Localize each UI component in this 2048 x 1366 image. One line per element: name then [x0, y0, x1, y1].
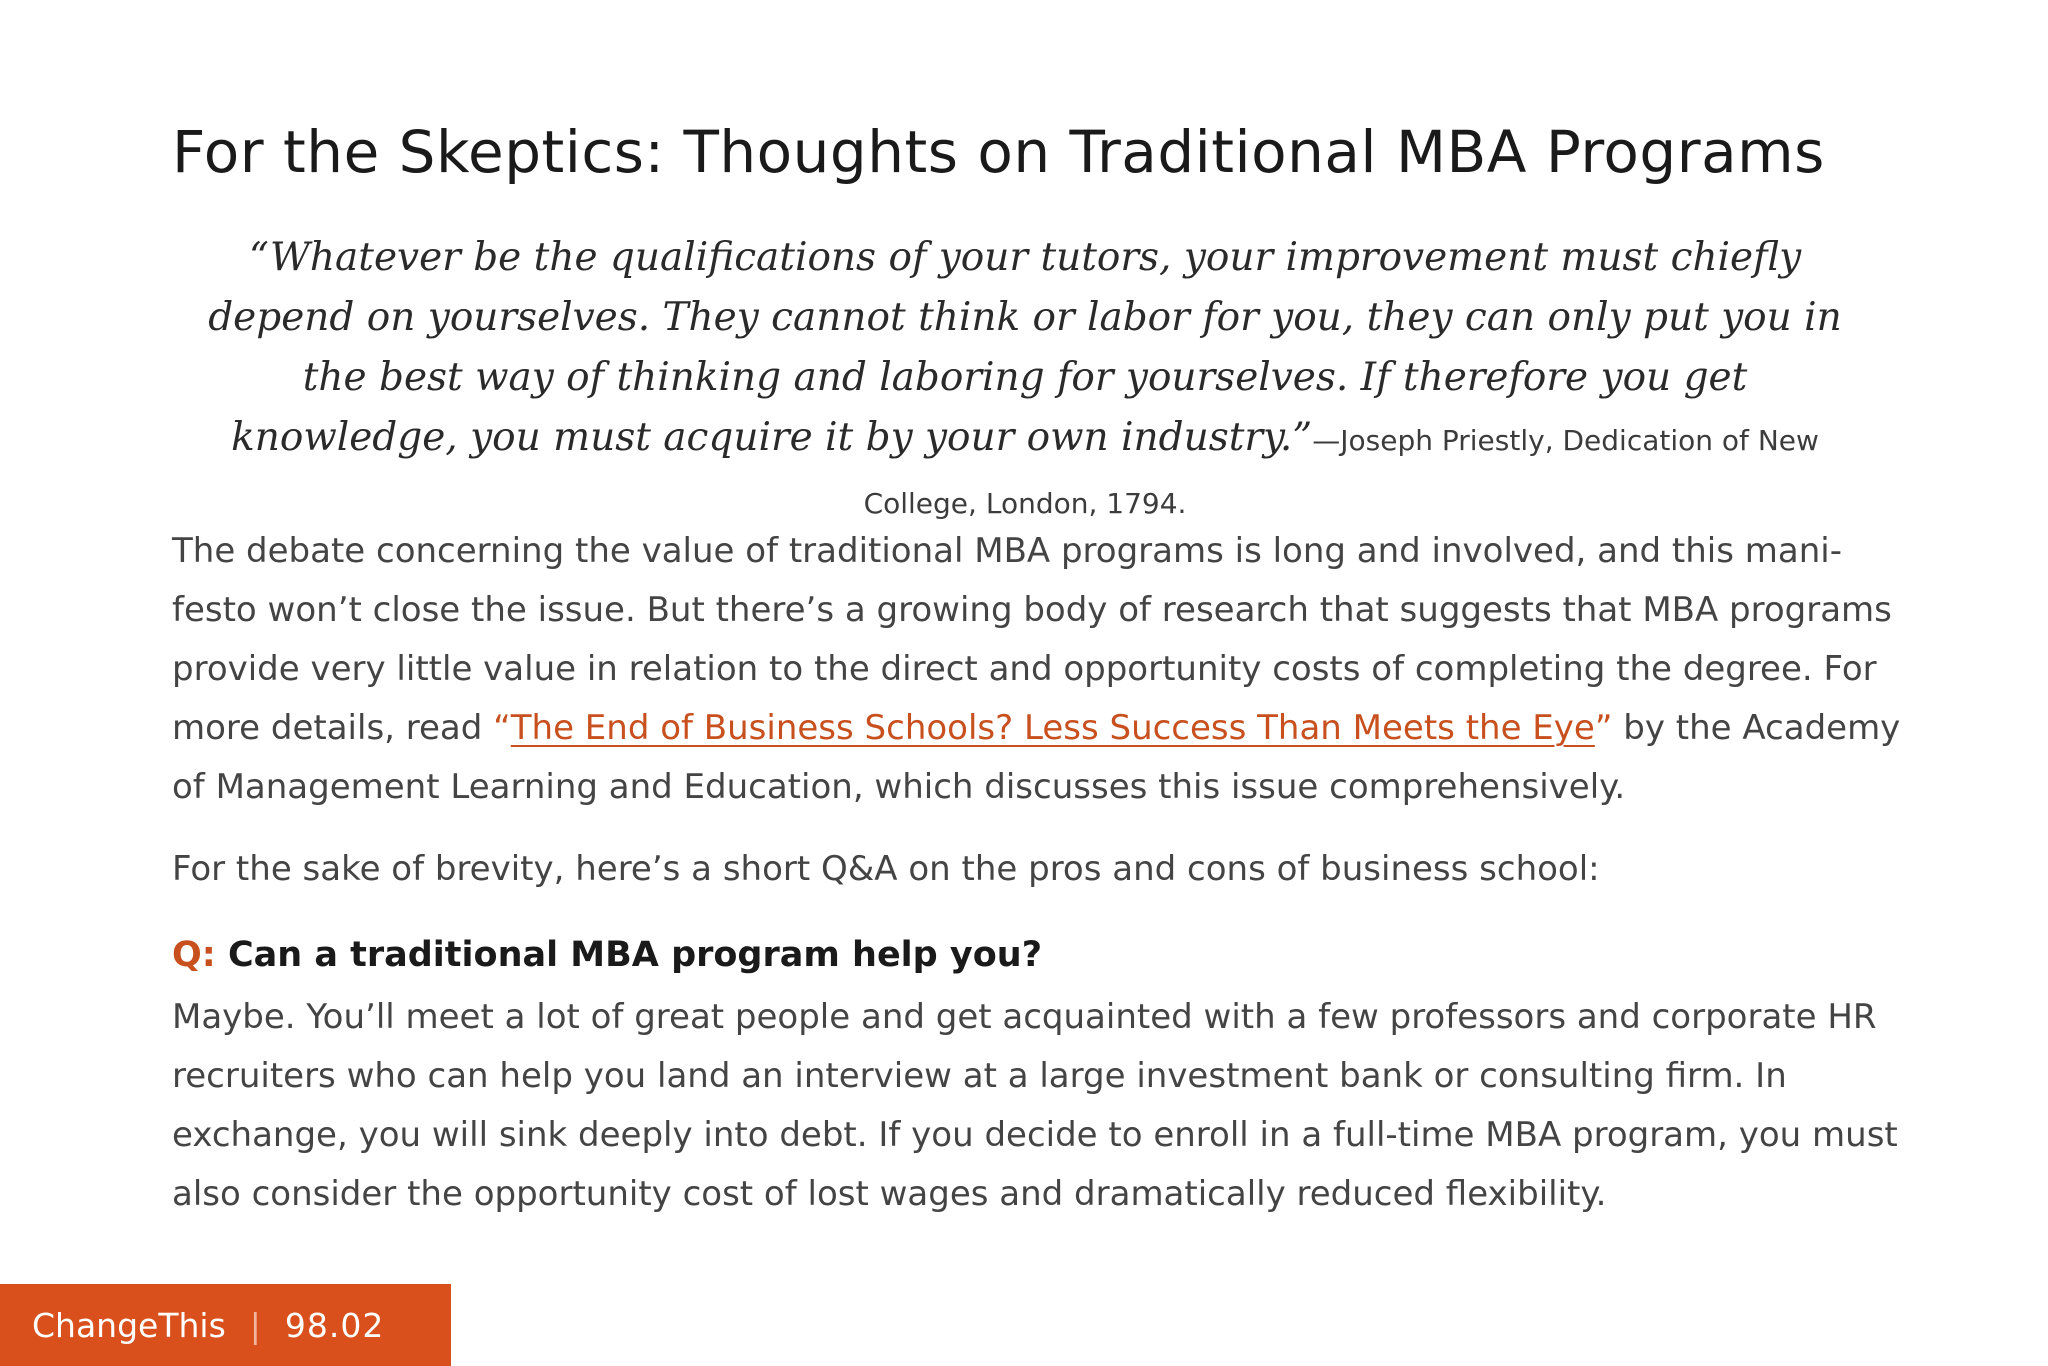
intro-text-after-link: by the Academy of Management Learning and Education, which discusses this issue comprehensively. — [172, 708, 1901, 807]
quote-attribution: —Joseph Priestly, Dedication of New College, London, 1794. — [863, 424, 1819, 520]
footer-brand: ChangeThis — [32, 1305, 226, 1345]
footer-bar — [0, 1284, 451, 1366]
intro-text-before-link: The debate concerning the value of traditional MBA programs is long and involved, and this mani- festo won’t close the issue. But there’s a growing body of research that suggests that MBA programs provide very little value in relation to the direct and opportunity costs of completing the degree. For more details, read — [172, 531, 1892, 748]
qa-answer: Maybe. You’ll meet a lot of great people and get acquainted with a few professors and corporate HR recruiters who can help you land an interview at a large investment bank or consulting firm. In exchange, you will sink deeply into debt. If you decide to enroll in a full-time MBA program, you must also consider the opportunity cost of lost wages and dramatically reduced flexibility. — [172, 997, 1898, 1214]
qa-question-text: Can a traditional MBA program help you? — [227, 935, 1042, 975]
article-link-open-quote: “ — [493, 708, 511, 748]
intro-paragraph — [172, 522, 1912, 817]
page-title: For the Skeptics: Thoughts on Traditional MBA Programs — [172, 118, 1825, 186]
footer-separator: | — [249, 1305, 261, 1345]
quote-text: “Whatever be the qualifications of your tutors, your improvement must chiefly depend on yourselves. They cannot think or labor for you, they can only put you in the best way of thinking and laboring for yourselves. If therefore you get knowledge, you must acquire it by your own industry.” — [208, 235, 1842, 460]
brevity-paragraph: For the sake of brevity, here’s a short Q&A on the pros and cons of business school: — [172, 849, 1600, 889]
epigraph-quote — [190, 228, 1860, 534]
footer-page-number: 98.02 — [284, 1305, 385, 1345]
qa-question — [172, 930, 1912, 980]
article-link-close-quote: ” — [1594, 708, 1613, 748]
article-link-text: The End of Business Schools? Less Success Than Meets the Eye — [510, 708, 1595, 748]
qa-block — [172, 930, 1912, 1224]
qa-q-label: Q: — [172, 935, 216, 975]
article-link[interactable] — [493, 708, 1612, 748]
